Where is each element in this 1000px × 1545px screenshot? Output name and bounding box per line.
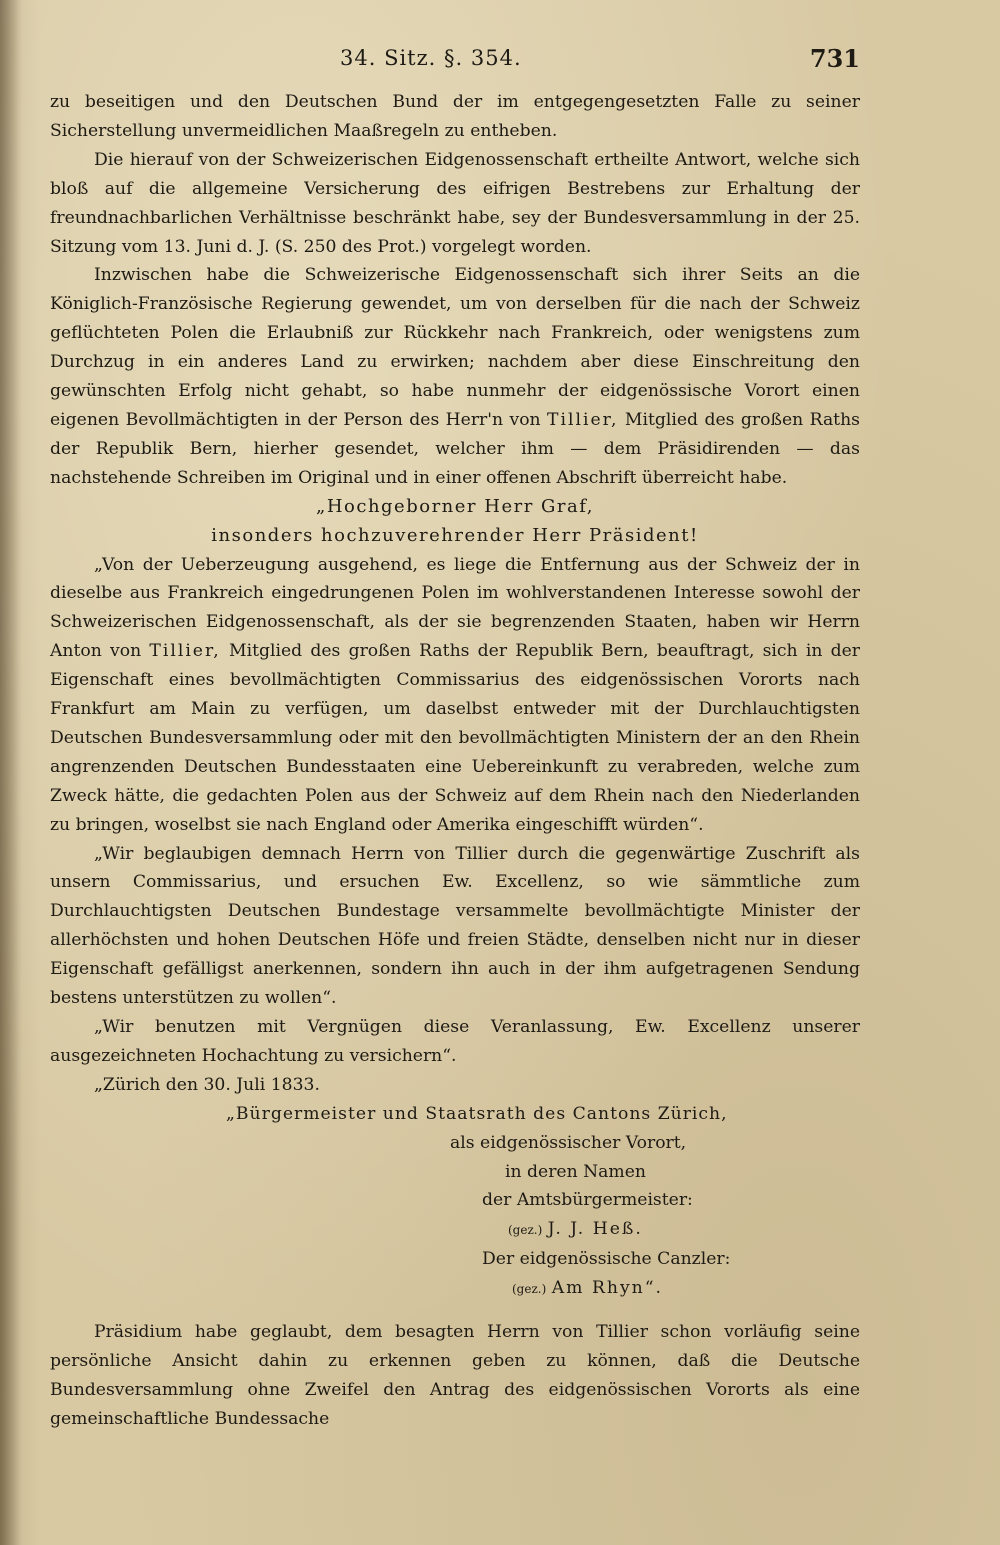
letter-paragraph-1-part-2: Mitglied des großen Raths der Republik Bern, beauftragt, sich in der Eigenschaft eines bevollmächtigten Commissarius des eidgenössischen Vororts nach Frankfurt am Main zu verfügen, um daselbst entweder mit der Durchlauchtigsten Deutschen Bundesversammlung oder mit den bevollmächtigten Ministern der an den Rhein angrenzenden Deutschen Bundesstaaten eine Uebereinkunft zu verabreden, welche zum Zweck hätte, die gedachten Polen aus der Schweiz auf dem Rhein nach den Niederlanden zu bringen, woselbst sie nach England oder Amerika eingeschifft würden“. <box>50 641 860 835</box>
letter-salutation-2: insonders hochzuverehrender Herr Präsident! <box>211 524 699 546</box>
paragraph-delegate-part-1: Inzwischen habe die Schweizerische Eidgenossenschaft sich ihrer Seits an die Königlich-Französische Regierung gewendet, um von derselben für die nach der Schweiz geflüchteten Polen die Erlaubniß zur Rückkehr nach Frankreich, oder wenigstens zum Durchzug in ein anderes Land zu erwirken; nachdem aber diese Einschreitung den gewünschten Erfolg nicht gehabt, so habe nunmehr der eidgenössische Vorort einen eigenen Bevollmächtigten in der Person des Herr'n von <box>50 265 860 430</box>
paragraph-presidium: Präsidium habe geglaubt, dem besagten Herrn von Tillier schon vorläufig seine persönliche Ansicht dahin zu erkennen geben zu können, daß die Deutsche Bundesversammlung ohne Zweifel den Antrag des eidgenössischen Vororts als eine gemeinschaftliche Bundessache <box>50 1322 860 1429</box>
signature-line-amtsbuergermeister: der Amtsbürgermeister: <box>482 1190 693 1211</box>
signed-mark: (gez.) <box>508 1223 543 1238</box>
letter-paragraph-2: „Wir beglaubigen demnach Herrn von Tillier durch die gegenwärtige Zuschrift als unsern Commissarius, und ersuchen Ew. Excellenz, so wie sämmtliche zum Durchlauchtigsten Deutschen Bundestage versammelte bevollmächtigte Minister der allerhöchsten und hohen Deutschen Höfe und freien Städte, denselben nicht nur in dieser Eigenschaft gefälligst anerkennen, sondern ihn auch in der ihm aufgetragenen Sendung bestens unterstützen zu wollen“. <box>50 843 860 1009</box>
letter-paragraph-1 <box>50 551 860 840</box>
page-header <box>50 44 860 78</box>
paragraph-answer: Die hierauf von der Schweizerischen Eidgenossenschaft ertheilte Antwort, welche sich bloß auf die allgemeine Versicherung des eifrigen Bestrebens zur Erhaltung der freundnachbarlichen Verhältnisse beschränkt habe, sey der Bundesversammlung in der 25. Sitzung vom 13. Juni d. J. (S. 250 des Prot.) vorgelegt worden. <box>50 149 860 257</box>
spacer <box>50 1304 860 1318</box>
signature-line-vorort: als eidgenössischer Vorort, <box>450 1132 687 1153</box>
letter-date: „Zürich den 30. Juli 1833. <box>94 1074 320 1095</box>
spaced-name-tillier: Tillier, <box>547 409 619 430</box>
letter-salutation-1: „Hochgeborner Herr Graf, <box>316 495 594 517</box>
paragraph-delegate <box>50 261 860 492</box>
signature-name-am-rhyn <box>50 1274 860 1304</box>
body-text <box>50 88 860 1434</box>
page-number: 731 <box>809 44 860 73</box>
signatory-name: J. J. Heß. <box>547 1219 643 1240</box>
paragraph-continuation: zu beseitigen und den Deutschen Bund der im entgegengesetzten Falle zu seiner Sicherstellung unvermeidlichen Maaßregeln zu entheben. <box>50 92 860 141</box>
letter-spaced-name-tillier: Tillier, <box>149 641 221 662</box>
letter-paragraph-3: „Wir benutzen mit Vergnügen diese Veranlassung, Ew. Excellenz unserer ausgezeichneten Hochachtung zu versichern“. <box>50 1017 860 1066</box>
paragraph-delegate-part-2: Mitglied des großen Raths der Republik Bern, hierher gesendet, welcher ihm — dem Präsidirenden — das nachstehende Schreiben im Original und in einer offenen Abschrift überreicht habe. <box>50 409 860 488</box>
signatory-name: Am Rhyn“. <box>551 1278 663 1299</box>
signature-name-hess <box>50 1215 860 1245</box>
signature-line-canzler: Der eidgenössische Canzler: <box>482 1249 731 1270</box>
binding-shadow <box>0 0 22 1545</box>
signed-mark: (gez.) <box>512 1282 547 1297</box>
signature-line-namen: in deren Namen <box>505 1161 646 1182</box>
signature-head: „Bürgermeister und Staatsrath des Cantons Zürich, <box>226 1103 728 1124</box>
running-head: 34. Sitz. §. 354. <box>340 46 522 70</box>
letter-paragraph-1-part-1: „Von der Ueberzeugung ausgehend, es liege die Entfernung aus der Schweiz der in dieselbe aus Frankreich eingedrungenen Polen im wohlverstandenen Interesse sowohl der Schweizerischen Eidgenossenschaft, als der sie begrenzenden Staaten, haben wir Herrn Anton von <box>50 554 860 662</box>
